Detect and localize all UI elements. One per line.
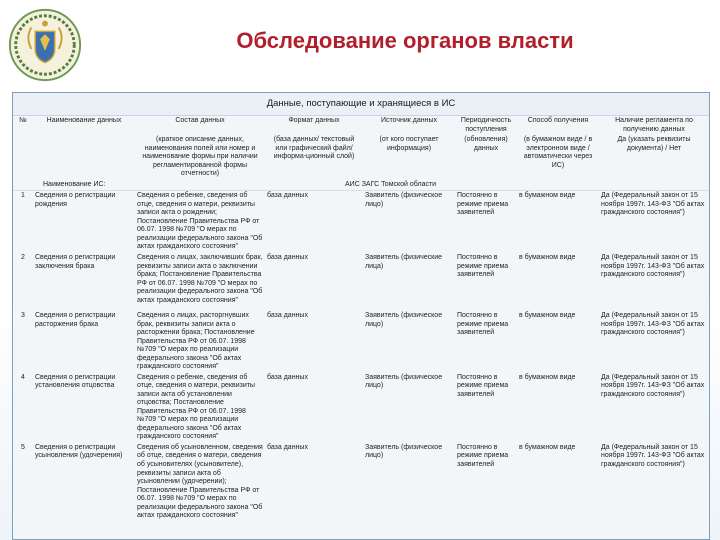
row-composition: Сведения о лицах, расторгнувших брак, реквизиты записи акта о расторжении брака; Постановление Правительства РФ от 06.07. 1998 №709 "О мерах по реализации федерального закона "Об актах гражданского состояния"	[137, 311, 255, 371]
column-header-name: Наименование данных	[46, 117, 122, 124]
row-format: база данных	[267, 443, 308, 451]
row-format: база данных	[267, 192, 308, 200]
row-regulation: Да (Федеральный закон от 15 ноября 1997г. 143-ФЗ "Об актах гражданского состояния")	[601, 311, 705, 337]
row-period: Постоянно в режиме приема заявителей	[457, 373, 509, 398]
row-source: Заявитель (физическое лицо)	[365, 311, 443, 328]
column-header-format: Формат данных	[288, 117, 340, 124]
subcaption-period: (обновления) данных	[464, 136, 508, 152]
subcaption-composition: (краткое описание данных, наименования полей или номер и наименование формы при наличии регламентированной формы отчетности)	[142, 136, 258, 178]
subcaption-number	[13, 135, 33, 180]
table-row	[13, 253, 709, 311]
column-header-regulation: Наличие регламента по получению данных	[615, 117, 693, 133]
subcaption-format: (база данных/ текстовый или графический файл/ информа-ционный слой)	[273, 136, 355, 161]
table-row	[13, 191, 709, 253]
column-header-number: №	[19, 117, 27, 124]
row-number: 5	[21, 443, 25, 451]
subcaption-name	[33, 135, 135, 180]
data-table-panel	[12, 92, 710, 540]
table-row	[13, 311, 709, 373]
row-regulation: Да (Федеральный закон от 15 ноября 1997г. 143-ФЗ "Об актах гражданского состояния")	[601, 373, 705, 398]
row-name: Сведения о регистрации заключения брака	[35, 253, 116, 270]
row-format: база данных	[267, 253, 308, 261]
row-source: Заявитель (физические лица)	[365, 253, 443, 270]
row-number: 4	[21, 373, 25, 381]
column-header-composition: Состав данных	[175, 117, 225, 124]
column-header-source: Источник данных	[380, 117, 438, 124]
row-format: база данных	[267, 373, 308, 381]
column-header-period: Периодичность поступления	[460, 117, 512, 133]
row-regulation: Да (Федеральный закон от 15 ноября 1997г. 143-ФЗ "Об актах гражданского состояния")	[601, 192, 705, 217]
table-row	[13, 443, 709, 522]
row-composition: Сведения о ребенке, сведения об отце, сведения о матери, реквизиты записи акта о рождении; Постановление Правительства РФ от 06.07. 1998 №709 "О мерах по реализации федерального закона "Об актах гражданского состояния"	[137, 192, 263, 251]
subcaption-source: (от кого поступает информация)	[379, 136, 439, 152]
system-label: Наименование ИС:	[43, 180, 106, 188]
row-name: Сведения о регистрации расторжения брака	[35, 311, 116, 328]
subcaption-method: (в бумажном виде / в электронном виде / автоматически через ИС)	[523, 136, 593, 169]
row-source: Заявитель (физическое лицо)	[365, 373, 443, 390]
table-heading: Данные, поступающие и хранящиеся в ИС	[13, 93, 709, 116]
row-method: в бумажном виде	[519, 253, 576, 261]
row-regulation: Да (Федеральный закон от 15 ноября 1997г. 143-ФЗ "Об актах гражданского состояния")	[601, 443, 705, 468]
row-method: в бумажном виде	[519, 373, 576, 381]
row-regulation: Да (Федеральный закон от 15 ноября 1997г. 143-ФЗ "Об актах гражданского состояния")	[601, 253, 705, 279]
row-method: в бумажном виде	[519, 192, 576, 200]
table-row	[13, 373, 709, 443]
table-header-row	[13, 116, 709, 135]
table-subcaption-row	[13, 135, 709, 180]
row-period: Постоянно в режиме приема заявителей	[457, 443, 509, 468]
system-name-row	[13, 180, 709, 191]
row-composition: Сведения о лицах, заключивших брак, реквизиты записи акта о заключении брака; Постановление Правительства РФ от 06.07. 1998 №709 "О мерах по реализации федерального закона "Об актах гражданского состояния"	[137, 253, 263, 304]
row-name: Сведения о регистрации рождения	[35, 192, 116, 208]
row-period: Постоянно в режиме приема заявителей	[457, 192, 509, 217]
data-table	[13, 116, 709, 522]
row-method: в бумажном виде	[519, 443, 576, 451]
row-format: база данных	[267, 311, 308, 319]
subcaption-regulation: Да (указать реквизиты документа) / Нет	[617, 136, 691, 152]
row-source: Заявитель (физическое лицо)	[365, 443, 443, 460]
row-period: Постоянно в режиме приема заявителей	[457, 253, 509, 279]
row-name: Сведения о регистрации установления отцовства	[35, 373, 116, 390]
row-number: 2	[21, 253, 25, 261]
row-number: 1	[21, 192, 25, 200]
row-composition: Сведения о ребенке, сведения об отце, сведения о матери, реквизиты записи акта об установлении отцовства; Постановление Правительства РФ от 06.07. 1998 №709 "О мерах по реализации федерального закона "Об актах гражданского состояния"	[137, 373, 255, 441]
page-title: Обследование органов власти	[236, 28, 574, 53]
row-composition: Сведения об усыновленном, сведения об отце, сведения о матери, сведения об усыновителях (усыновителе), реквизиты записи акта об усыновлении (удочерении); Постановление Правительства РФ от 06.07. 1998 №709 "О мерах по реализации федерального закона "Об актах гражданского состояния"	[137, 443, 263, 520]
system-value: АИС ЗАГС Томской области	[345, 180, 437, 188]
row-source: Заявитель (физическое лицо)	[365, 192, 443, 208]
row-name: Сведения о регистрации усыновления (удочерения)	[35, 443, 123, 460]
column-header-method: Способ получения	[527, 117, 589, 124]
row-period: Постоянно в режиме приема заявителей	[457, 311, 509, 337]
row-method: в бумажном виде	[519, 311, 576, 319]
row-number: 3	[21, 311, 25, 319]
